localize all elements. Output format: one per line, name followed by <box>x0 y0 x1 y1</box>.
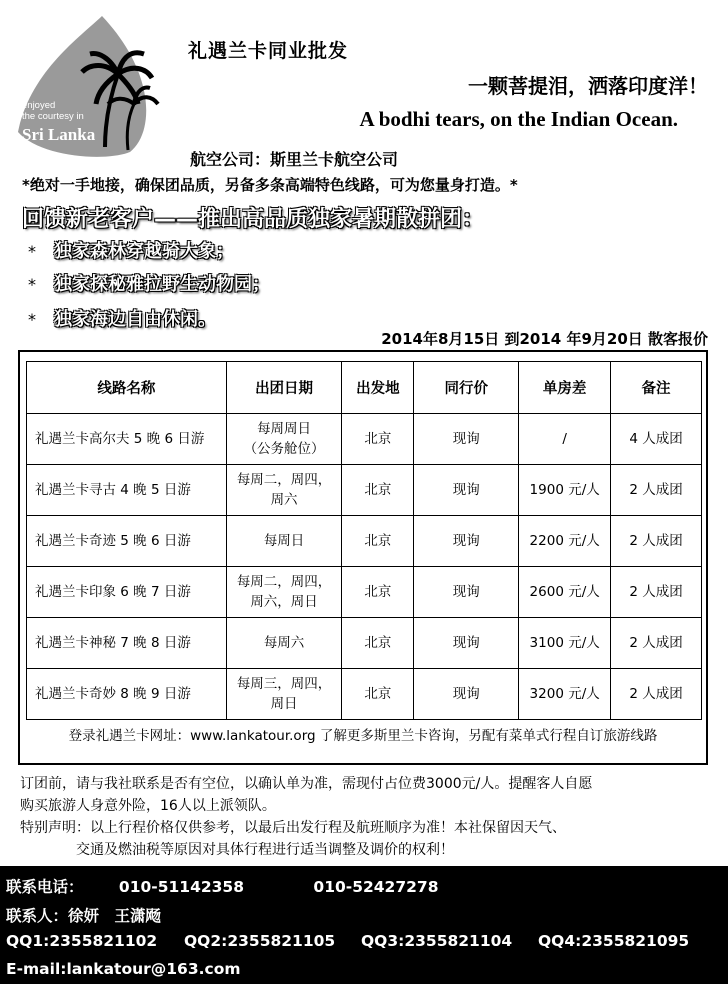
note-cell: 2 人成团 <box>611 567 702 618</box>
contact-person: 联系人：徐妍 王潇飏 <box>6 907 162 925</box>
note-line: 订团前，请与我社联系是否有空位，以确认单为准，需现付占位费3000元/人。提醒客人自愿 <box>20 776 593 792</box>
slogan-chinese: 一颗菩提泪，洒落印度洋！ <box>468 74 708 98</box>
sri-lanka-logo <box>10 12 170 162</box>
note-cell: 2 人成团 <box>611 516 702 567</box>
slogan-english: A bodhi tears, on the Indian Ocean. <box>359 107 678 131</box>
date-cell: 每周周日 （公务舱位） <box>226 414 342 465</box>
email-link[interactable]: E-mail:lankatour@163.com <box>6 960 241 978</box>
date-cell: 每周三，周四， 周日 <box>226 669 342 720</box>
airline-info: 航空公司：斯里兰卡航空公司 <box>190 150 399 169</box>
header-route: 线路名称 <box>27 362 227 414</box>
phone-row <box>6 875 438 897</box>
table-row <box>27 618 702 669</box>
contact-footer <box>0 866 728 984</box>
asterisk-icon: * <box>28 242 36 261</box>
route-cell: 礼遇兰卡印象 6 晚 7 日游 <box>27 567 227 618</box>
price-cell: 现询 <box>414 414 519 465</box>
table-row <box>27 414 702 465</box>
palm-tree-icon <box>10 12 170 162</box>
route-cell: 礼遇兰卡寻古 4 晚 5 日游 <box>27 465 227 516</box>
departure-cell: 北京 <box>342 516 414 567</box>
single-supplement-cell: 2600 元/人 <box>519 567 611 618</box>
single-supplement-cell: 1900 元/人 <box>519 465 611 516</box>
note-line: 购买旅游人身意外险，16人以上派领队。 <box>20 798 276 814</box>
disclaimer-line: 特别声明：以上行程价格仅供参考，以最后出发行程及航班顺序为准！本社保留因天气、 <box>20 820 566 836</box>
price-period: 2014年8月15日 到2014 年9月20日 散客报价 <box>381 330 708 348</box>
svg-text:the courtesy in: the courtesy in <box>22 111 84 122</box>
asterisk-icon: * <box>28 310 36 329</box>
company-name: 礼遇兰卡同业批发 <box>188 40 349 62</box>
departure-cell: 北京 <box>342 567 414 618</box>
header-single-supplement: 单房差 <box>519 362 611 414</box>
header-departure: 出发地 <box>342 362 414 414</box>
header-date: 出团日期 <box>226 362 342 414</box>
website-note: 登录礼遇兰卡网址：www.lankatour.org 了解更多斯里兰卡咨询，另配有菜单式行程自订旅游线路 <box>68 728 658 744</box>
table-row <box>27 567 702 618</box>
price-cell: 现询 <box>414 465 519 516</box>
promo-headline: 回馈新老客户——推出高品质独家暑期散拼团： <box>22 207 485 232</box>
route-cell: 礼遇兰卡奇妙 8 晚 9 日游 <box>27 669 227 720</box>
phone-label: 联系电话： <box>6 878 84 896</box>
header-price: 同行价 <box>414 362 519 414</box>
table-row <box>27 465 702 516</box>
qq-number[interactable]: QQ2:2355821105 <box>184 932 336 950</box>
phone-number[interactable]: 010-51142358 <box>118 878 244 896</box>
price-cell: 现询 <box>414 618 519 669</box>
departure-cell: 北京 <box>342 618 414 669</box>
guarantee-text: *绝对一手地接，确保团品质，另备多条高端特色线路，可为您量身打造。* <box>22 176 518 194</box>
qq-number[interactable]: QQ4:2355821095 <box>538 932 690 950</box>
table-header-row <box>27 362 702 414</box>
departure-cell: 北京 <box>342 669 414 720</box>
svg-text:enjoyed: enjoyed <box>22 100 56 111</box>
note-cell: 4 人成团 <box>611 414 702 465</box>
single-supplement-cell: 3200 元/人 <box>519 669 611 720</box>
booking-notes <box>20 773 710 861</box>
price-table-frame <box>18 350 708 765</box>
asterisk-icon: * <box>28 275 36 294</box>
note-cell: 2 人成团 <box>611 465 702 516</box>
date-cell: 每周日 <box>226 516 342 567</box>
date-cell: 每周二，周四， 周六，周日 <box>226 567 342 618</box>
price-cell: 现询 <box>414 516 519 567</box>
price-cell: 现询 <box>414 567 519 618</box>
price-cell: 现询 <box>414 669 519 720</box>
header-note: 备注 <box>611 362 702 414</box>
date-cell: 每周二，周四， 周六 <box>226 465 342 516</box>
bullet-text: 独家探秘雅拉野生动物园； <box>54 274 270 295</box>
single-supplement-cell: 2200 元/人 <box>519 516 611 567</box>
phone-number[interactable]: 010-52427278 <box>313 878 439 896</box>
disclaimer-line: 交通及燃油税等原因对具体行程进行适当调整及调价的权利！ <box>76 842 454 858</box>
single-supplement-cell: 3100 元/人 <box>519 618 611 669</box>
departure-cell: 北京 <box>342 414 414 465</box>
route-cell: 礼遇兰卡高尔夫 5 晚 6 日游 <box>27 414 227 465</box>
qq-row <box>6 932 722 950</box>
bullet-item <box>28 237 234 263</box>
note-cell: 2 人成团 <box>611 669 702 720</box>
table-row <box>27 669 702 720</box>
bullet-item <box>28 270 270 296</box>
note-cell: 2 人成团 <box>611 618 702 669</box>
price-table <box>26 361 702 720</box>
date-cell: 每周六 <box>226 618 342 669</box>
bullet-item <box>28 305 216 331</box>
route-cell: 礼遇兰卡神秘 7 晚 8 日游 <box>27 618 227 669</box>
departure-cell: 北京 <box>342 465 414 516</box>
table-row <box>27 516 702 567</box>
bullet-text: 独家海边自由休闲。 <box>54 309 216 330</box>
bullet-text: 独家森林穿越骑大象； <box>54 241 234 262</box>
single-supplement-cell: / <box>519 414 611 465</box>
route-cell: 礼遇兰卡奇迹 5 晚 6 日游 <box>27 516 227 567</box>
svg-text:Sri Lanka: Sri Lanka <box>22 125 96 144</box>
qq-number[interactable]: QQ3:2355821104 <box>361 932 513 950</box>
qq-number[interactable]: QQ1:2355821102 <box>6 932 158 950</box>
